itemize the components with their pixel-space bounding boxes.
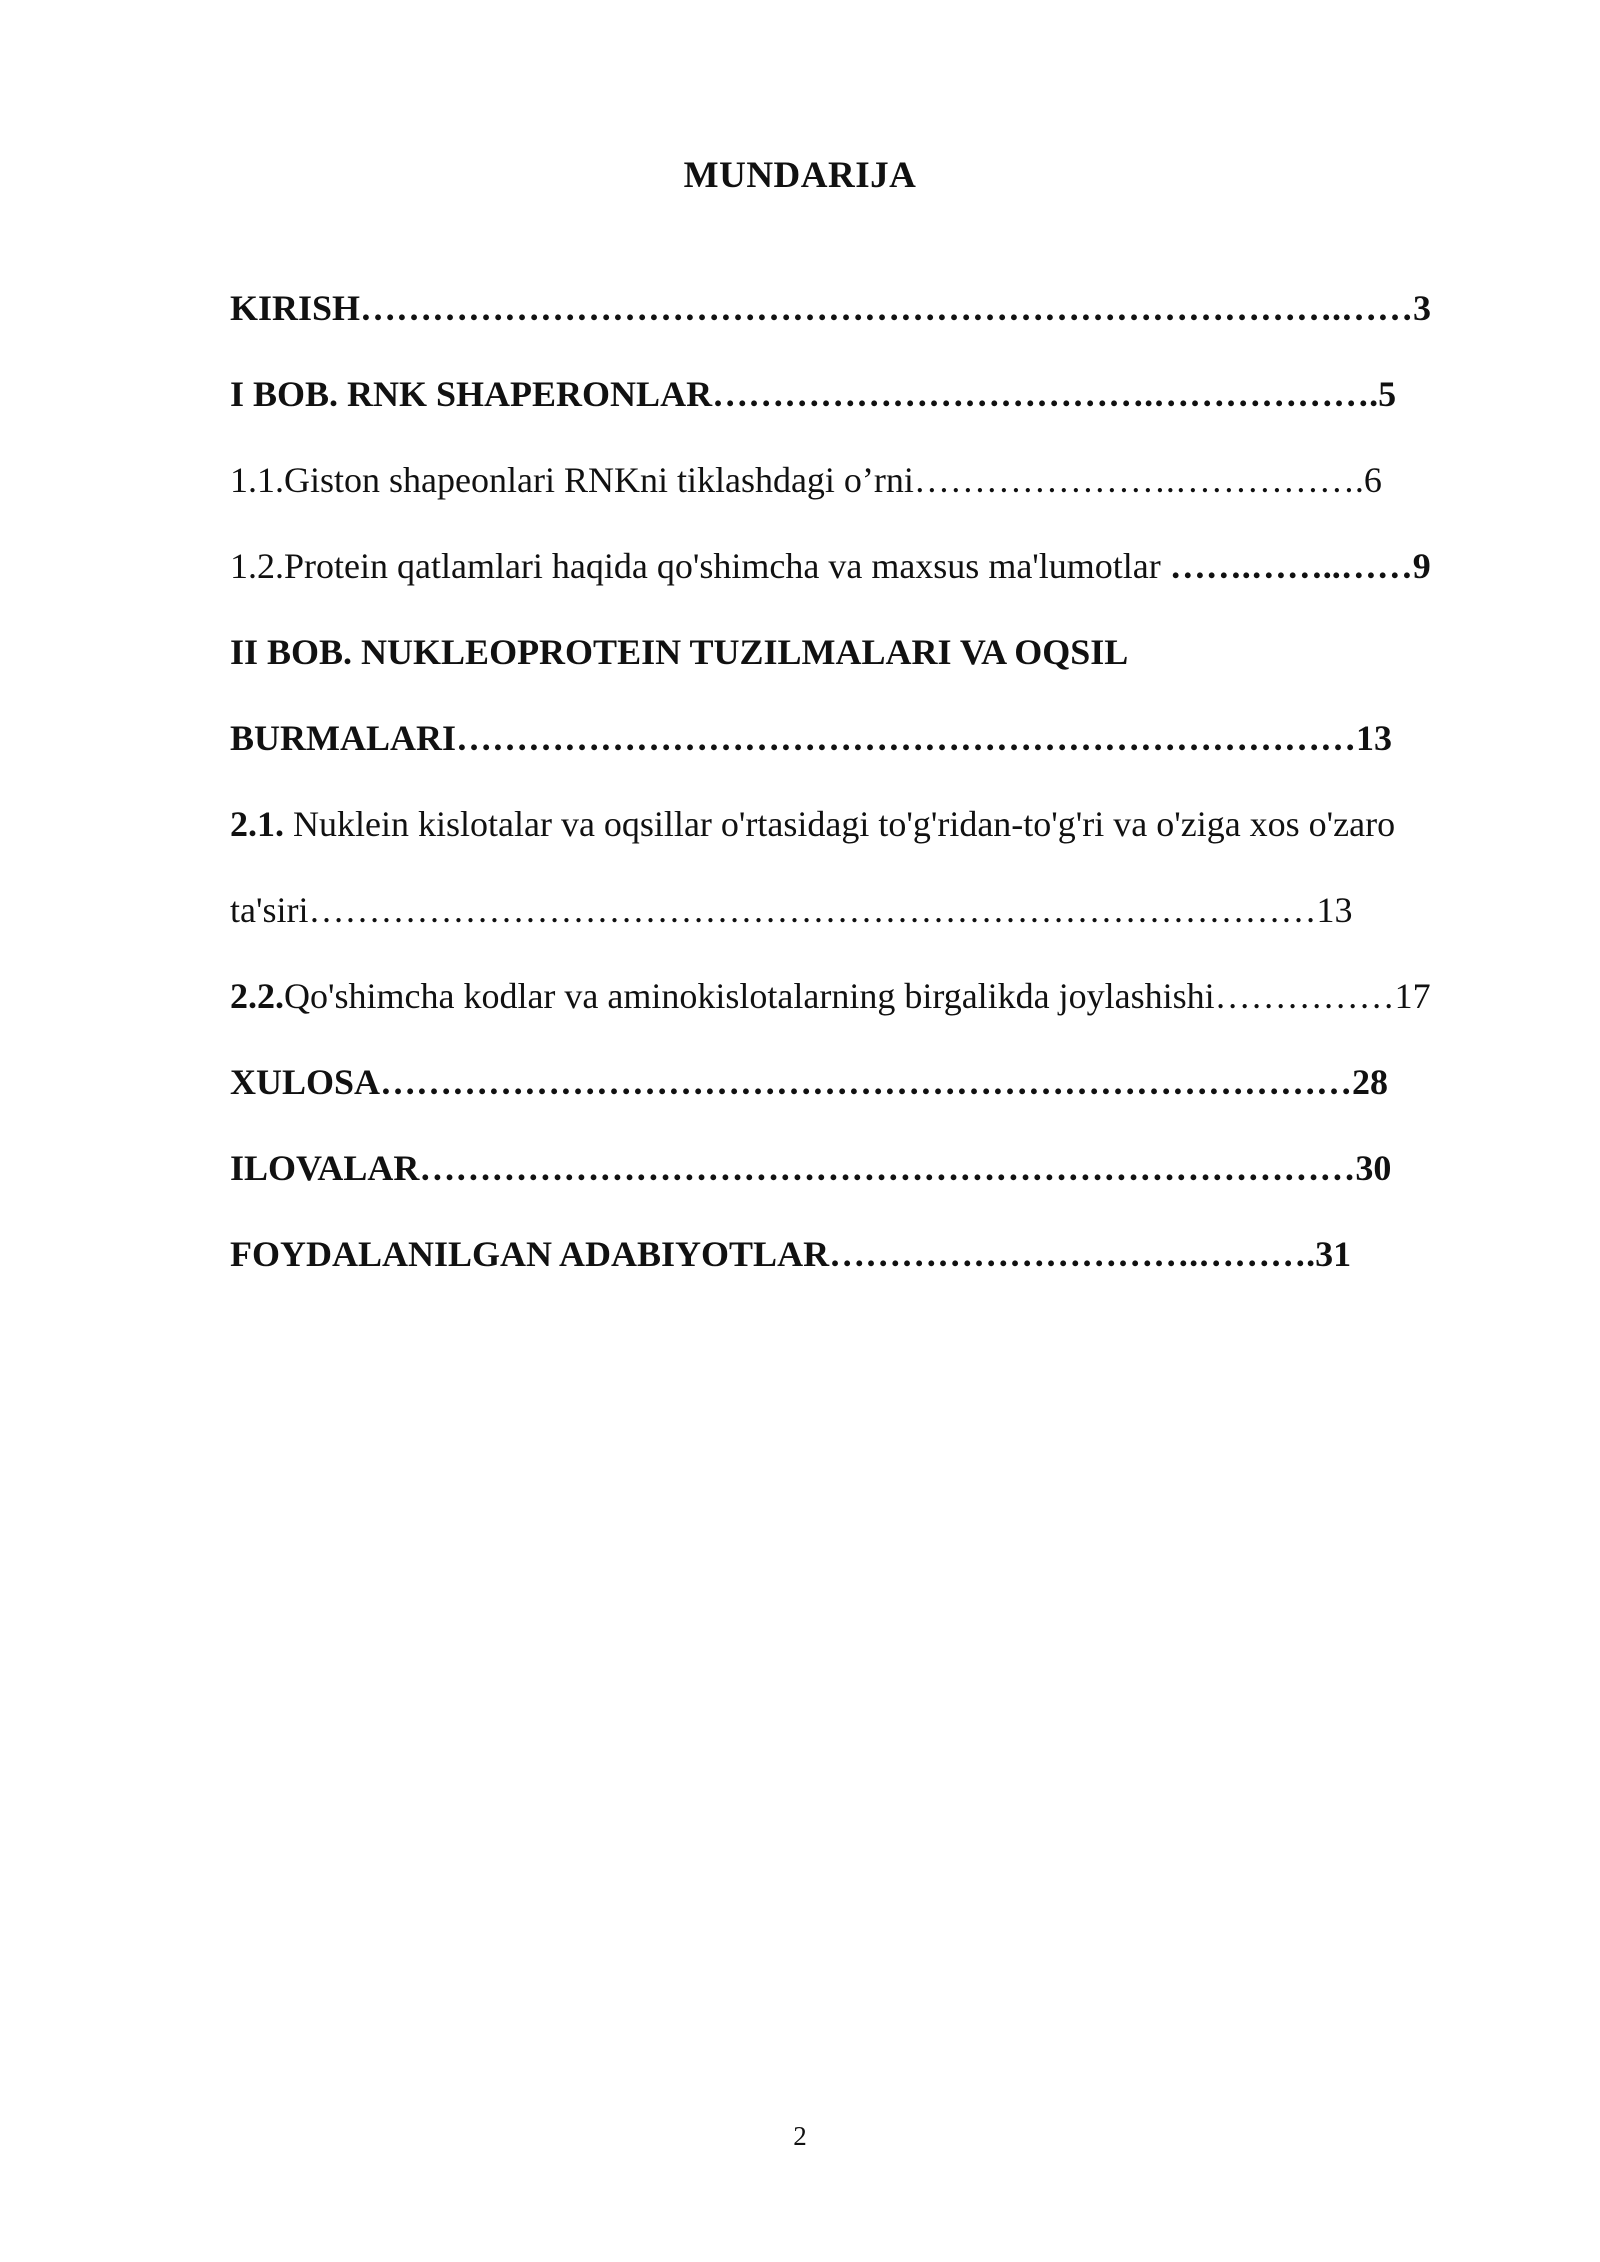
toc-entry-bob2-line1: II BOB. NUKLEOPROTEIN TUZILMALARI VA OQSIL [230,632,1129,672]
toc-entry-bob2-line2: BURMALARI…………………………………………………………………13 [230,718,1393,758]
toc-entry-2-1-number: 2.1. [230,804,284,844]
toc-entry-1-2 [230,542,1431,590]
toc-entry-2-2-text: Qo'shimcha kodlar va aminokislotalarning birgalikda joylashishi……………17 [284,976,1431,1016]
toc-entry-kirish: KIRISH……………………………………………………………………….……3 [230,288,1432,328]
toc-entry-xulosa: XULOSA………………………………………………………………………28 [230,1062,1389,1102]
toc-entry-2-2-number: 2.2. [230,976,284,1016]
toc-entry-1-1: 1.1.Giston shapeonlari RNKni tiklashdagi o’rni………………….…………….6 [230,460,1382,500]
toc-entry-bob1: I BOB. RNK SHAPERONLAR……………………………….……………….5 [230,374,1397,414]
toc-entry-ilovalar: ILOVALAR……………………………………………………………………30 [230,1148,1392,1188]
toc-entry-1-2-dots: …….……..……9 [1169,546,1431,586]
toc-entry-2-2 [230,972,1431,1020]
page-number: 2 [793,2121,807,2151]
toc-entry-adabiyotlar: FOYDALANILGAN ADABIYOTLAR………………………….……….31 [230,1234,1352,1274]
toc-entry-1-2-text: 1.2.Protein qatlamlari haqida qo'shimcha va maxsus ma'lumotlar [230,546,1170,586]
toc-entry-2-1-text: Nuklein kislotalar va oqsillar o'rtasidagi to'g'ridan-to'g'ri va o'ziga xos o'zaro [284,804,1396,844]
toc-entry-2-1-continuation: ta'siri…………………………………………………………………………13 [230,890,1353,930]
page-title: MUNDARIJA [683,155,917,196]
toc-entry-2-1 [230,800,1395,848]
